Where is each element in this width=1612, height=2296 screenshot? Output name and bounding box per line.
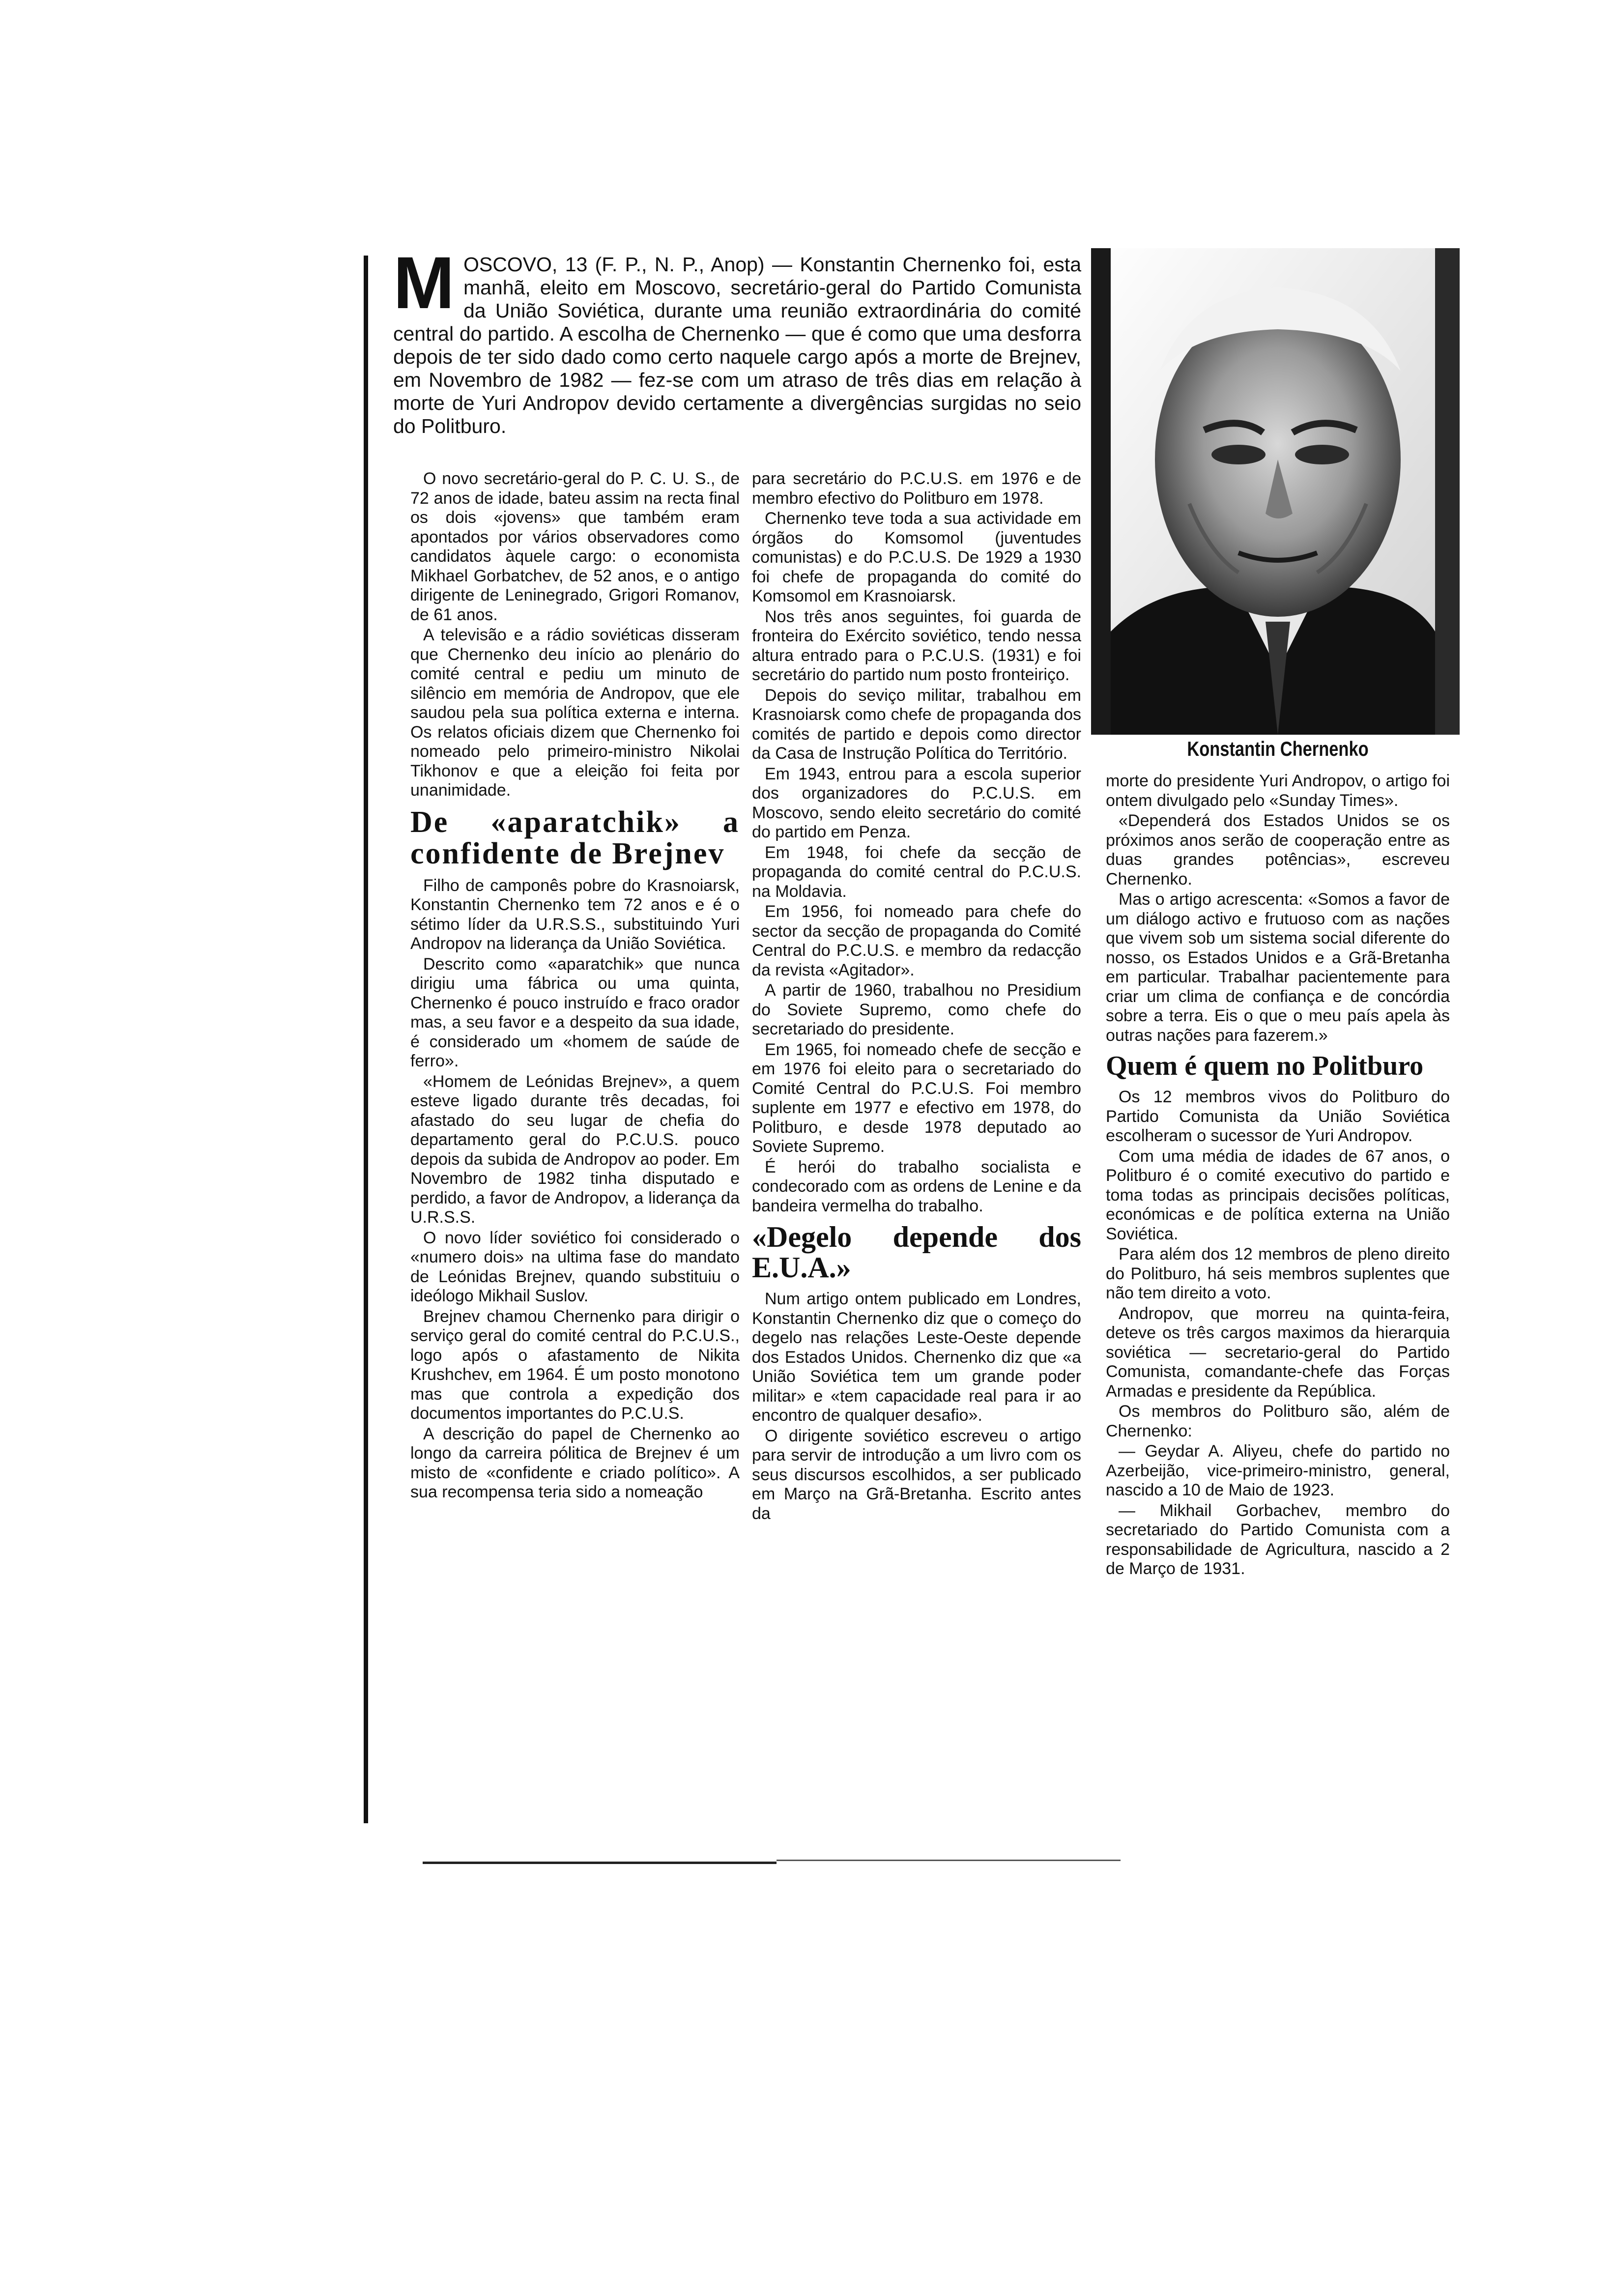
col2-body-3: Nos três anos seguintes, foi guarda de fronteira do Exército soviético, tendo nessa altura entrado para o P.C.U.S. (1931) e foi secretário do partido num posto fronteiriço. xyxy=(752,607,1081,684)
col2-body-8: A partir de 1960, trabalhou no Presidium do Soviete Supremo, como chefe do secretariado do presidente. xyxy=(752,981,1081,1038)
col2-body-5: Em 1943, entrou para a escola superior dos organizadores do P.C.U.S. em Moscovo, sendo eleito secretário do comité do partido em Penza. xyxy=(752,764,1081,841)
heading-politburo: Quem é quem no Politburo xyxy=(1106,1051,1424,1081)
bottom-rule xyxy=(423,1862,777,1864)
col1-intro-2: A televisão e a rádio soviéticas disseram que Chernenko deu início ao plenário do comité central e pediu um minuto de silêncio em memória de Andropov, que ele saudou pela sua política externa e interna. Os relatos oficiais dizem que Chernenko foi nomeado pelo primeiro-ministro Nikolai Tikhonov e que a eleição foi feita por unanimidade. xyxy=(410,626,740,800)
col3-body2-7: — Mikhail Gorbachev, membro do secretariado do Partido Comunista com a responsabilidade de Agricultura, nascido a 2 de Março de 1931. xyxy=(1106,1501,1450,1578)
heading-aparatchik: De «aparatchik» a confidente de Brejnev xyxy=(410,805,740,870)
col1-body-4: O novo líder soviético foi considerado o «numero dois» na ultima fase do mandato de Leónidas Brejnev, quando substituiu o ideólogo Mikhail Suslov. xyxy=(410,1228,740,1305)
col2-body-10: É herói do trabalho socialista e condecorado com as ordens de Lenine e da bandeira vermelha do trabalho. xyxy=(752,1157,1081,1215)
col2-body-9: Em 1965, foi nomeado chefe de secção e em 1976 foi eleito para o secretariado do Comité Central do P.C.U.S. Foi membro suplente em 1977 e efectivo em 1978, do Politburo, e desde 1978 deputado ao Soviete Supremo. xyxy=(752,1040,1081,1156)
column-2 xyxy=(752,469,1081,1524)
col1-body-3: «Homem de Leónidas Brejnev», a quem esteve ligado durante três decadas, foi afastado do seu lugar de chefia do departamento geral do P.C.U.S. pouco depois da subida de Andropov ao poder. Em Novembro de 1982 tinha disputado e perdido, a favor de Andropov, a liderança da U.R.S.S. xyxy=(410,1072,740,1227)
col2-body-2: Chernenko teve toda a sua actividade em órgãos do Komsomol (juventudes comunistas) e do P.C.U.S. De 1929 a 1930 foi chefe de propaganda do comité do Komsomol em Krasnoiarsk. xyxy=(752,509,1081,605)
col3-body2-1: Os 12 membros vivos do Politburo do Partido Comunista da União Soviética escolheram o sucessor de Yuri Andropov. xyxy=(1106,1088,1450,1145)
lead-text: OSCOVO, 13 (F. P., N. P., Anop) — Konstantin Chernenko foi, esta manhã, eleito em Moscovo, secretário-geral do Partido Comunista da União Soviética, durante uma reunião extraordinária do comité central do partido. A escolha de Chernenko — que é como que uma desforra depois de ter sido dado como certo naquele cargo após a morte de Brejnev, em Novembro de 1982 — fez-se com um atraso de três dias em relação à morte de Yuri Andropov devido certamente a divergências surgidas no seio do Politburo. xyxy=(393,253,1081,437)
drop-cap: M xyxy=(393,241,455,324)
col3-body-3: Mas o artigo acrescenta: «Somos a favor de um diálogo activo e frutuoso com as nações que vivem sob um sistema social diferente do nosso, os Estados Unidos e a Grã-Bretanha em particular. Trabalhar pacientemente para criar um clima de confiança e de concórdia sobre a terra. Eis o que o meu país apela às outras nações para fazerem.» xyxy=(1106,890,1450,1045)
col3-body2-4: Andropov, que morreu na quinta-feira, deteve os três cargos maximos da hierarquia soviética — secretario-geral do Partido Comunista, comandante-chefe das Forças Armadas e presidente da República. xyxy=(1106,1304,1450,1401)
col3-body2-3: Para além dos 12 membros de pleno direito do Politburo, há seis membros suplentes que não tem direito a voto. xyxy=(1106,1245,1450,1302)
col3-body2-5: Os membros do Politburo são, além de Chernenko: xyxy=(1106,1402,1450,1440)
col1-body-6: A descrição do papel de Chernenko ao longo da carreira pólitica de Brejnev é um misto de «confidente e criado político». A sua recompensa teria sido a nomeação xyxy=(410,1424,740,1501)
left-column-rule xyxy=(364,256,368,1823)
col2-body2-1: Num artigo ontem publicado em Londres, Konstantin Chernenko diz que o começo do degelo nas relações Leste-Oeste depende dos Estados Unidos. Chernenko diz que «a União Soviética tem um grande poder militar» e «tem capacidade real para ir ao encontro de qualquer desafio». xyxy=(752,1290,1081,1425)
portrait-photo xyxy=(1091,248,1460,735)
col1-body-2: Descrito como «aparatchik» que nunca dirigiu uma fábrica ou uma quinta, Chernenko é pouco instruído e fraco orador mas, a seu favor e a despeito da sua idade, é considerado um «homem de saúde de ferro». xyxy=(410,954,740,1070)
col2-body-1: para secretário do P.C.U.S. em 1976 e de membro efectivo do Politburo em 1978. xyxy=(752,469,1081,508)
bottom-rule-right xyxy=(777,1860,1121,1861)
col3-body2-2: Com uma média de idades de 67 anos, o Politburo é o comité executivo do partido e toma todas as principais decisões políticas, económicas e de política externa na União Soviética. xyxy=(1106,1147,1450,1243)
lead-paragraph xyxy=(393,241,1081,438)
col1-body-5: Brejnev chamou Chernenko para dirigir o serviço geral do comité central do P.C.U.S., logo após o afastamento de Nikita Krushchev, em 1964. É um posto monotono mas que controla a expedição dos documentos importantes do P.C.U.S. xyxy=(410,1307,740,1423)
col3-body2-6: — Geydar A. Aliyeu, chefe do partido no Azerbeijão, vice-primeiro-ministro, general, nascido a 10 de Maio de 1923. xyxy=(1106,1442,1450,1499)
col2-body-7: Em 1956, foi nomeado para chefe do sector da secção de propaganda do Comité Central do P.C.U.S. e membro da redacção da revista «Agitador». xyxy=(752,902,1081,979)
photo-caption: Konstantin Chernenko xyxy=(1187,737,1369,760)
col2-body2-2: O dirigente soviético escreveu o artigo para servir de introdução a um livro com os seus discursos escolhidos, a ser publicado em Março na Grã-Bretanha. Escrito antes da xyxy=(752,1426,1081,1523)
col1-intro-1: O novo secretário-geral do P. C. U. S., de 72 anos de idade, bateu assim na recta final os dois «jovens» que também eram apontados por vários observadores como candidatos àquele cargo: o economista Mikhael Gorbatchev, de 52 anos, e o antigo dirigente de Leninegrado, Grigori Romanov, de 61 anos. xyxy=(410,469,740,624)
col1-body-1: Filho de camponês pobre do Krasnoiarsk, Konstantin Chernenko tem 72 anos e é o sétimo líder da U.R.S.S., substituindo Yuri Andropov na liderança da União Soviética. xyxy=(410,876,740,953)
column-1 xyxy=(410,469,740,1503)
col3-body-2: «Dependerá dos Estados Unidos se os próximos anos serão de cooperação entre as duas grandes potências», escreveu Chernenko. xyxy=(1106,811,1450,889)
col3-body-1: morte do presidente Yuri Andropov, o artigo foi ontem divulgado pelo «Sunday Times». xyxy=(1106,772,1450,810)
col2-body-6: Em 1948, foi chefe da secção de propaganda do comité central do P.C.U.S. na Moldavia. xyxy=(752,843,1081,901)
heading-degelo: «Degelo depende dos E.U.A.» xyxy=(752,1221,1081,1284)
column-3 xyxy=(1106,772,1450,1580)
col2-body-4: Depois do seviço militar, trabalhou em Krasnoiarsk como chefe de propaganda dos comités de partido e depois como director da Casa de Instrução Política do Território. xyxy=(752,686,1081,763)
